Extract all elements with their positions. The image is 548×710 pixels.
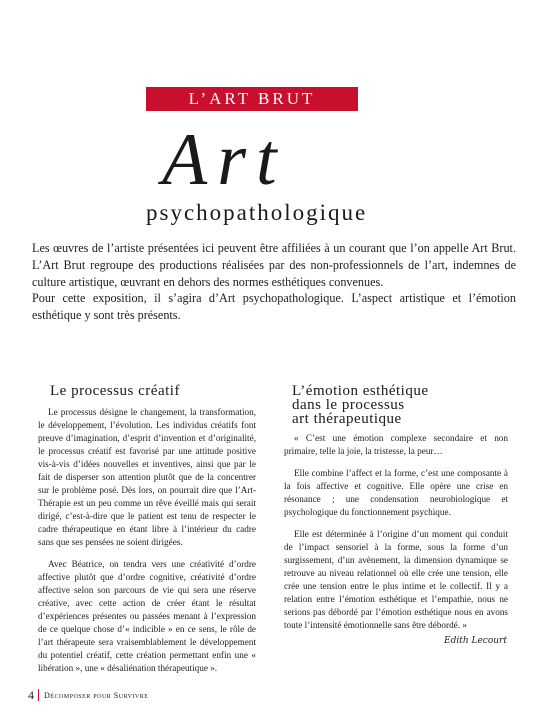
right-column-paragraph: Elle combine l’affect et la forme, c’est une composante à la fois affective et cognitive. Elle opère une crise en résonance ; une condensation neurobiologique et psychologique du fonctionnement psychique.	[284, 468, 508, 517]
right-column-paragraph: Elle est déterminée à l’origine d’un moment qui conduit de l’impact sensoriel à la forme, sous la forme d’un surgissement, d’un avènement, la dimension dynamique se retrouve au niveau relationnel où elle crée une tension, elle crée une tension entre le plus intime et le collectif. Il y a relation entre l’émotion esthétique et l’empathie, nous ne serions pas débordé par l’émotion esthétique nous en avons toute l’intensité émotionnelle sans être débordé. »	[284, 529, 508, 630]
section-banner	[146, 87, 358, 111]
left-column-paragraph: Le processus désigne le changement, la transformation, le développement, l’évolution. Les individus créatifs font preuve d’imagination, d’esprit d’invention et d’originalité, le processus créatif est favorisé par une attitude positive vis-à-vis d’idées nouvelles et inventives, ainsi que par le fait de disperser son attention plutôt que de la concentrer sur le problème posé. Dès lors, on pourrait dire que l’Art-Thérapie est un peu comme un rêve éveillé mais qui serait dirigé, c’est-à-dire que le patient est tenu de respecter le cadre thérapeutique en étant libre à l’intérieur du cadre sans que ses pensées ne soient dirigées.	[38, 407, 256, 547]
page-title: Art	[162, 119, 287, 201]
publication-title: Décomposer pour Survivre	[44, 690, 149, 700]
intro-paragraph: Les œuvres de l’artiste présentées ici peuvent être affiliées à un courant que l’on appelle Art Brut. L’Art Brut regroupe des productions réalisées par des non-professionnels de l’art, indemnes de culture artistique, œuvrant en dehors des normes esthétiques convenues.	[32, 241, 516, 289]
left-column	[38, 384, 256, 684]
right-column-heading	[292, 384, 508, 426]
left-column-heading: Le processus créatif	[50, 383, 180, 399]
page-footer	[28, 688, 148, 702]
heading-line: L’émotion esthétique	[292, 383, 429, 399]
quote-signature: Edith Lecourt	[444, 636, 507, 646]
right-column	[284, 384, 508, 641]
left-column-paragraph: Avec Béatrice, on tendra vers une créativité d’ordre affective plutôt que d’ordre cognitive, créativité d’ordre affective selon son parcours de vie qui sera une réserve créative, avec cette action de créer étant le résultat d’expériences présentes ou passées menant à l’expression de ce quelque chose d’« indicible » en ce sens, le rôle de l’art thérapeute sera vraisemblablement le développement du potentiel créatif, cette création permettant enfin une « libération », une « désaliénation thérapeutique ».	[38, 559, 256, 673]
page-subtitle: psychopathologique	[146, 200, 368, 225]
intro-paragraph: Pour cette exposition, il s’agira d’Art psychopathologique. L’aspect artistique et l’émotion esthétique y sont très présents.	[32, 291, 516, 323]
page-number: 4	[28, 687, 34, 702]
intro-text	[32, 240, 516, 355]
banner-label: L’ART BRUT	[188, 89, 316, 108]
heading-line: art thérapeutique	[292, 411, 402, 427]
heading-line: dans le processus	[292, 397, 405, 413]
right-column-paragraph: « C’est une émotion complexe secondaire et non primaire, telle la joie, la tristesse, la peur…	[284, 433, 508, 456]
footer-divider	[38, 689, 39, 701]
